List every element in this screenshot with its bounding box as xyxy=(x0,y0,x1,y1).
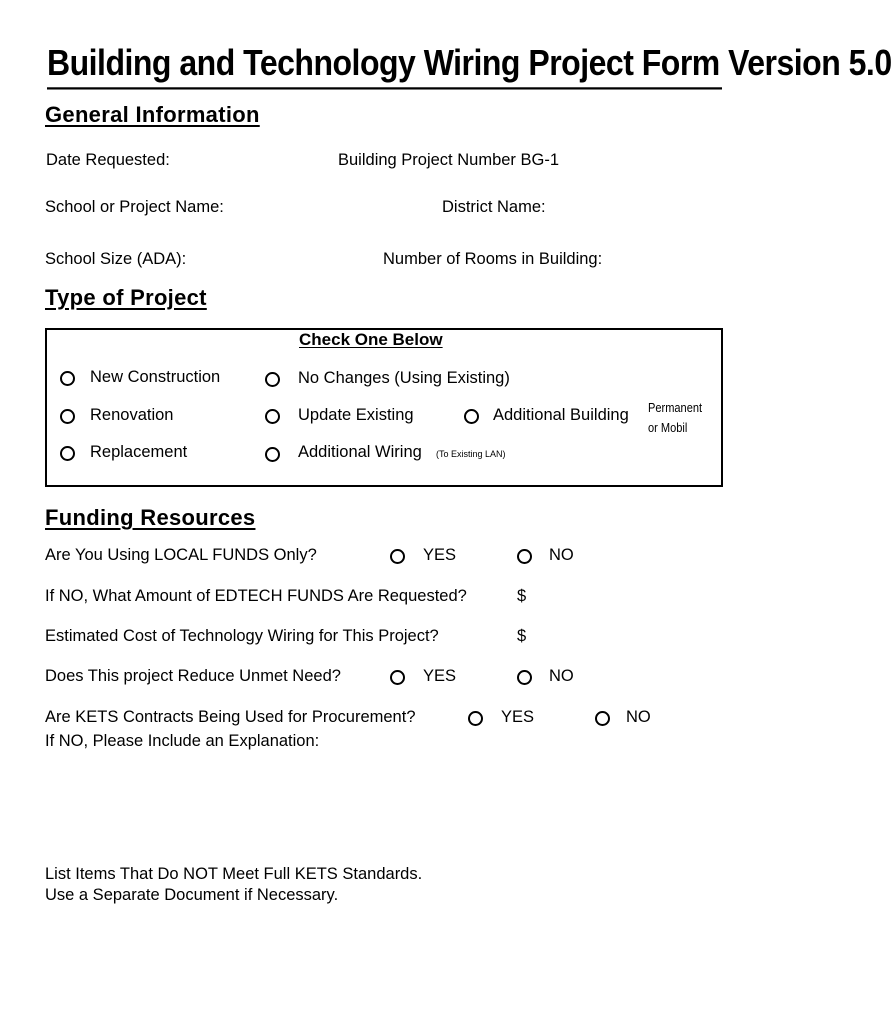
estimated-cost-dollar: $ xyxy=(517,627,527,645)
type-of-project-heading: Type of Project xyxy=(45,285,207,310)
unmet-need-yes-label: YES xyxy=(423,667,457,685)
unmet-need-no-radio[interactable] xyxy=(517,670,532,685)
additional-building-radio[interactable] xyxy=(464,409,479,424)
school-name-label: School or Project Name: xyxy=(45,198,224,216)
kets-standards-line-1: List Items That Do NOT Meet Full KETS Standards. xyxy=(45,865,423,883)
edtech-funds-dollar: $ xyxy=(517,587,527,605)
renovation-radio[interactable] xyxy=(60,409,75,424)
additional-wiring-note: (To Existing LAN) xyxy=(436,449,506,459)
local-funds-yes-radio[interactable] xyxy=(390,549,405,564)
mobil-note: or Mobil xyxy=(648,420,688,435)
new-construction-radio[interactable] xyxy=(60,371,75,386)
update-existing-label: Update Existing xyxy=(298,406,414,424)
no-changes-label: No Changes (Using Existing) xyxy=(298,369,510,387)
additional-wiring-radio[interactable] xyxy=(265,447,280,462)
check-one-below-label: Check One Below xyxy=(299,330,443,349)
new-construction-label: New Construction xyxy=(90,368,221,386)
kets-yes-label: YES xyxy=(501,708,535,726)
funding-resources-heading: Funding Resources xyxy=(45,505,256,530)
edtech-funds-question: If NO, What Amount of EDTECH FUNDS Are Requested? xyxy=(45,587,467,605)
form-title: Building and Technology Wiring Project Form Version 5.0 xyxy=(47,38,722,90)
kets-yes-radio[interactable] xyxy=(468,711,483,726)
school-size-label: School Size (ADA): xyxy=(45,250,187,268)
replacement-label: Replacement xyxy=(90,443,188,461)
permanent-note: Permanent xyxy=(648,400,703,415)
replacement-radio[interactable] xyxy=(60,446,75,461)
local-funds-no-radio[interactable] xyxy=(517,549,532,564)
estimated-cost-question: Estimated Cost of Technology Wiring for This Project? xyxy=(45,627,439,645)
building-project-number-label: Building Project Number BG-1 xyxy=(338,151,560,169)
date-requested-label: Date Requested: xyxy=(46,151,170,169)
kets-no-label: NO xyxy=(626,708,651,726)
additional-building-label: Additional Building xyxy=(493,406,629,424)
explanation-label: If NO, Please Include an Explanation: xyxy=(45,732,320,750)
local-funds-no-label: NO xyxy=(549,546,574,564)
general-information-heading: General Information xyxy=(45,102,260,127)
unmet-need-yes-radio[interactable] xyxy=(390,670,405,685)
rooms-label: Number of Rooms in Building: xyxy=(383,250,603,268)
local-funds-question: Are You Using LOCAL FUNDS Only? xyxy=(45,546,317,564)
unmet-need-question: Does This project Reduce Unmet Need? xyxy=(45,667,341,685)
additional-wiring-label: Additional Wiring xyxy=(298,443,422,461)
no-changes-radio[interactable] xyxy=(265,372,280,387)
renovation-label: Renovation xyxy=(90,406,174,424)
update-existing-radio[interactable] xyxy=(265,409,280,424)
kets-no-radio[interactable] xyxy=(595,711,610,726)
kets-standards-line-2: Use a Separate Document if Necessary. xyxy=(45,886,339,904)
district-name-label: District Name: xyxy=(442,198,546,216)
local-funds-yes-label: YES xyxy=(423,546,457,564)
kets-contracts-question: Are KETS Contracts Being Used for Procurement? xyxy=(45,708,416,726)
unmet-need-no-label: NO xyxy=(549,667,574,685)
